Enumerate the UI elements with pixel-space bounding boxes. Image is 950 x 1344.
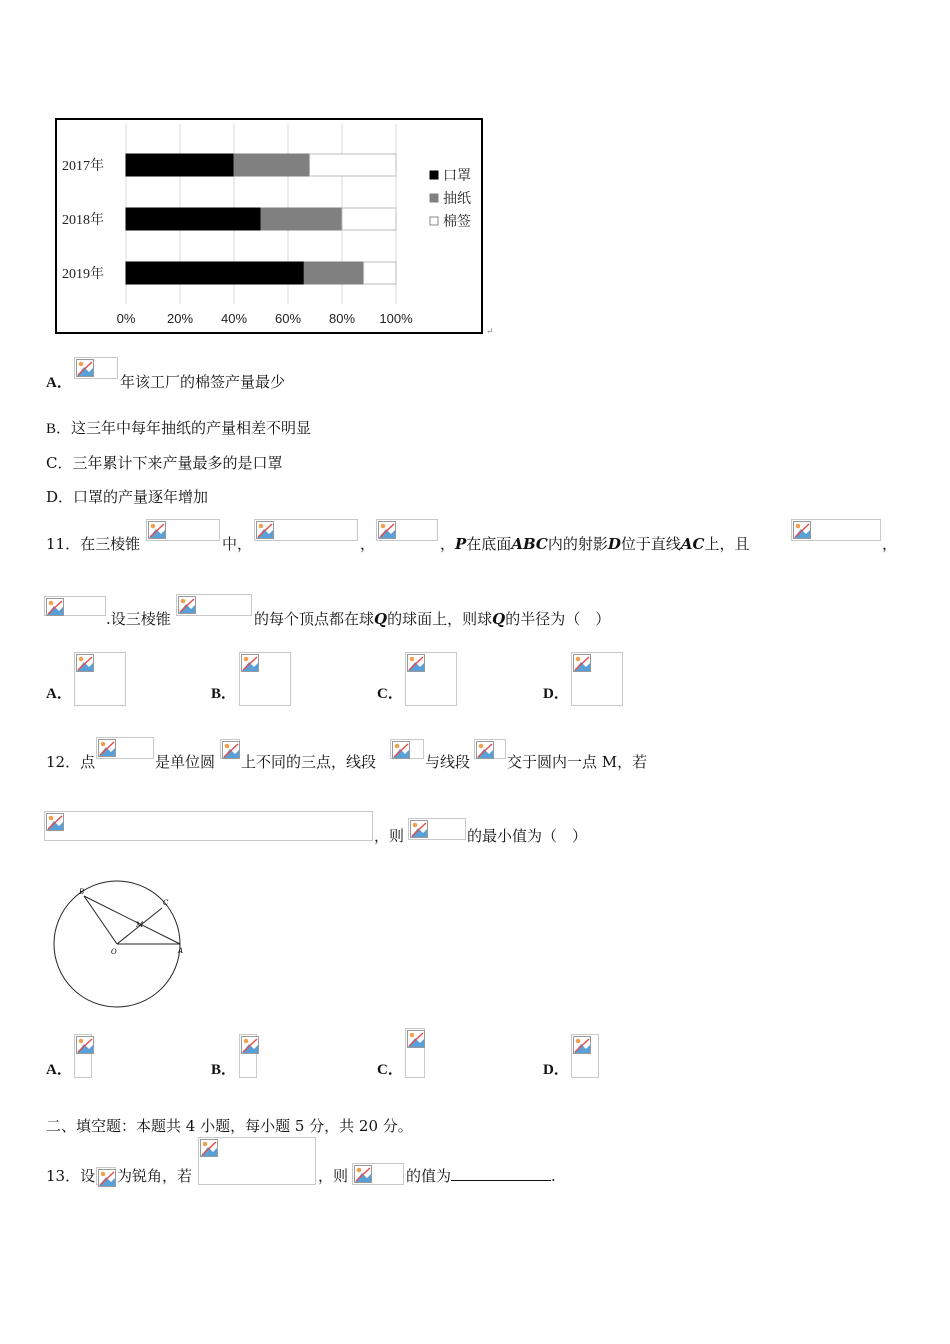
math-image-placeholder bbox=[239, 1034, 257, 1078]
broken-image-icon bbox=[148, 521, 166, 539]
fig-label-b: B bbox=[79, 888, 85, 896]
q12-text: 上不同的三点，线段 bbox=[241, 753, 377, 771]
broken-image-icon bbox=[407, 1030, 425, 1048]
math-image-placeholder bbox=[791, 519, 881, 541]
q13-text: 的值为 . bbox=[406, 1167, 556, 1185]
broken-image-icon bbox=[98, 1169, 116, 1187]
broken-image-icon bbox=[410, 820, 428, 838]
math-image-placeholder bbox=[405, 652, 457, 706]
q12-text: 交于圆内一点 M，若 bbox=[507, 753, 648, 771]
category-label: 2017年 bbox=[62, 159, 104, 174]
legend-label: 口罩 bbox=[443, 169, 471, 184]
q10-option-c: C．三年累计下来产量最多的是口罩 bbox=[46, 454, 283, 472]
bar-segment bbox=[310, 154, 396, 176]
math-image-placeholder bbox=[474, 739, 506, 759]
chart-tick-labels bbox=[117, 311, 413, 326]
broken-image-icon bbox=[407, 654, 425, 672]
math-image-placeholder bbox=[74, 357, 118, 379]
legend-label: 棉签 bbox=[443, 215, 471, 230]
x-tick-label: 60% bbox=[274, 311, 302, 326]
q12-number: 12．点 bbox=[46, 753, 96, 771]
math-image-placeholder bbox=[96, 1167, 116, 1185]
bar-segment bbox=[261, 208, 342, 230]
math-image-placeholder bbox=[220, 739, 240, 759]
q11-text: 的每个顶点都在球Q的球面上，则球Q的半径为（ ） bbox=[254, 610, 611, 628]
broken-image-icon bbox=[76, 1036, 94, 1054]
math-image-placeholder bbox=[96, 737, 154, 759]
broken-image-icon bbox=[76, 654, 94, 672]
math-image-placeholder bbox=[405, 1028, 425, 1078]
q11-number: 11．在三棱锥 bbox=[46, 535, 141, 553]
q11-text: ，P在底面ABC内的射影D位于直线AC上，且 bbox=[440, 535, 750, 553]
bar-segment bbox=[234, 154, 310, 176]
q12-option-d[interactable]: D． bbox=[543, 1062, 569, 1078]
q11-text: 中， bbox=[222, 535, 253, 553]
math-image-placeholder bbox=[176, 594, 252, 616]
category-label: 2018年 bbox=[62, 213, 104, 228]
q11-text: .设三棱锥 bbox=[106, 610, 171, 628]
math-image-placeholder bbox=[254, 519, 358, 541]
bar-segment bbox=[126, 208, 261, 230]
x-tick-label: 0% bbox=[116, 311, 136, 326]
broken-image-icon bbox=[354, 1165, 372, 1183]
bar-segment bbox=[364, 262, 396, 284]
fig-label-o: O bbox=[111, 948, 117, 956]
segment-ob bbox=[84, 896, 117, 944]
bar-segment bbox=[342, 208, 396, 230]
x-tick-label: 40% bbox=[220, 311, 248, 326]
category-label: 2019年 bbox=[62, 267, 104, 282]
stacked-bar-chart bbox=[40, 110, 510, 350]
broken-image-icon bbox=[46, 813, 64, 831]
math-image-placeholder bbox=[44, 811, 373, 841]
legend-swatch bbox=[430, 217, 438, 225]
q11-text: ， bbox=[360, 535, 376, 553]
math-image-placeholder bbox=[198, 1137, 316, 1185]
math-image-placeholder bbox=[571, 652, 623, 706]
broken-image-icon bbox=[222, 741, 240, 759]
broken-image-icon bbox=[793, 521, 811, 539]
broken-image-icon bbox=[241, 1036, 259, 1054]
q11-option-a[interactable]: A． bbox=[46, 686, 72, 702]
q13-text: ，则 bbox=[318, 1167, 349, 1185]
x-tick-label: 100% bbox=[379, 311, 413, 326]
q11-option-c[interactable]: C． bbox=[377, 686, 403, 702]
math-image-placeholder bbox=[390, 739, 424, 759]
broken-image-icon bbox=[378, 521, 396, 539]
q12-text: 的最小值为（ ） bbox=[467, 827, 588, 845]
answer-blank[interactable] bbox=[451, 1166, 551, 1181]
broken-image-icon bbox=[256, 521, 274, 539]
chart-category-labels bbox=[62, 157, 104, 282]
math-image-placeholder bbox=[408, 818, 466, 840]
math-image-placeholder bbox=[352, 1163, 404, 1185]
broken-image-icon bbox=[573, 654, 591, 672]
q12-option-b[interactable]: B． bbox=[211, 1062, 237, 1078]
legend-swatch bbox=[430, 171, 438, 179]
q12-text: 是单位圆 bbox=[155, 753, 216, 771]
q10-option-b: B．这三年中每年抽纸的产量相差不明显 bbox=[46, 421, 312, 437]
bar-segment bbox=[304, 262, 363, 284]
q13-number: 13．设 bbox=[46, 1167, 96, 1185]
q12-option-a[interactable]: A． bbox=[46, 1062, 72, 1078]
broken-image-icon bbox=[573, 1036, 591, 1054]
broken-image-icon bbox=[241, 654, 259, 672]
broken-image-icon bbox=[392, 741, 410, 759]
fig-label-m: M bbox=[136, 921, 144, 929]
chart-legend bbox=[430, 168, 471, 230]
q10-option-a-label: A． bbox=[46, 375, 72, 391]
math-image-placeholder bbox=[376, 519, 438, 541]
unit-circle-figure bbox=[44, 872, 219, 1012]
fig-label-c: C bbox=[163, 899, 169, 907]
q12-text: ，则 bbox=[374, 827, 405, 845]
q11-option-d[interactable]: D． bbox=[543, 686, 569, 702]
q13-text: 为锐角，若 bbox=[117, 1167, 193, 1185]
broken-image-icon bbox=[200, 1139, 218, 1157]
q10-option-d: D．口罩的产量逐年增加 bbox=[46, 488, 209, 506]
legend-label: 抽纸 bbox=[443, 192, 471, 207]
math-image-placeholder bbox=[74, 652, 126, 706]
math-image-placeholder bbox=[146, 519, 220, 541]
q12-option-c[interactable]: C． bbox=[377, 1062, 403, 1078]
math-image-placeholder bbox=[571, 1034, 599, 1078]
legend-swatch bbox=[430, 194, 438, 202]
math-image-placeholder bbox=[239, 652, 291, 706]
q10-option-a-text: 年该工厂的棉签产量最少 bbox=[120, 373, 286, 391]
x-tick-label: 80% bbox=[328, 311, 356, 326]
broken-image-icon bbox=[476, 741, 494, 759]
broken-image-icon bbox=[46, 598, 64, 616]
broken-image-icon bbox=[98, 739, 116, 757]
q11-option-b[interactable]: B． bbox=[211, 686, 237, 702]
bar-segment bbox=[126, 262, 304, 284]
bar-segment bbox=[126, 154, 234, 176]
math-image-placeholder bbox=[44, 596, 106, 616]
chart-bars bbox=[126, 154, 396, 284]
x-tick-label: 20% bbox=[166, 311, 194, 326]
q12-text: 与线段 bbox=[425, 753, 471, 771]
fig-label-a: A bbox=[178, 947, 184, 955]
broken-image-icon bbox=[76, 359, 94, 377]
return-mark: ↵ bbox=[486, 327, 494, 337]
broken-image-icon bbox=[178, 596, 196, 614]
section-heading: 二、填空题：本题共 4 小题，每小题 5 分，共 20 分。 bbox=[46, 1117, 413, 1135]
q11-text: ， bbox=[882, 535, 898, 553]
math-image-placeholder bbox=[74, 1034, 92, 1078]
